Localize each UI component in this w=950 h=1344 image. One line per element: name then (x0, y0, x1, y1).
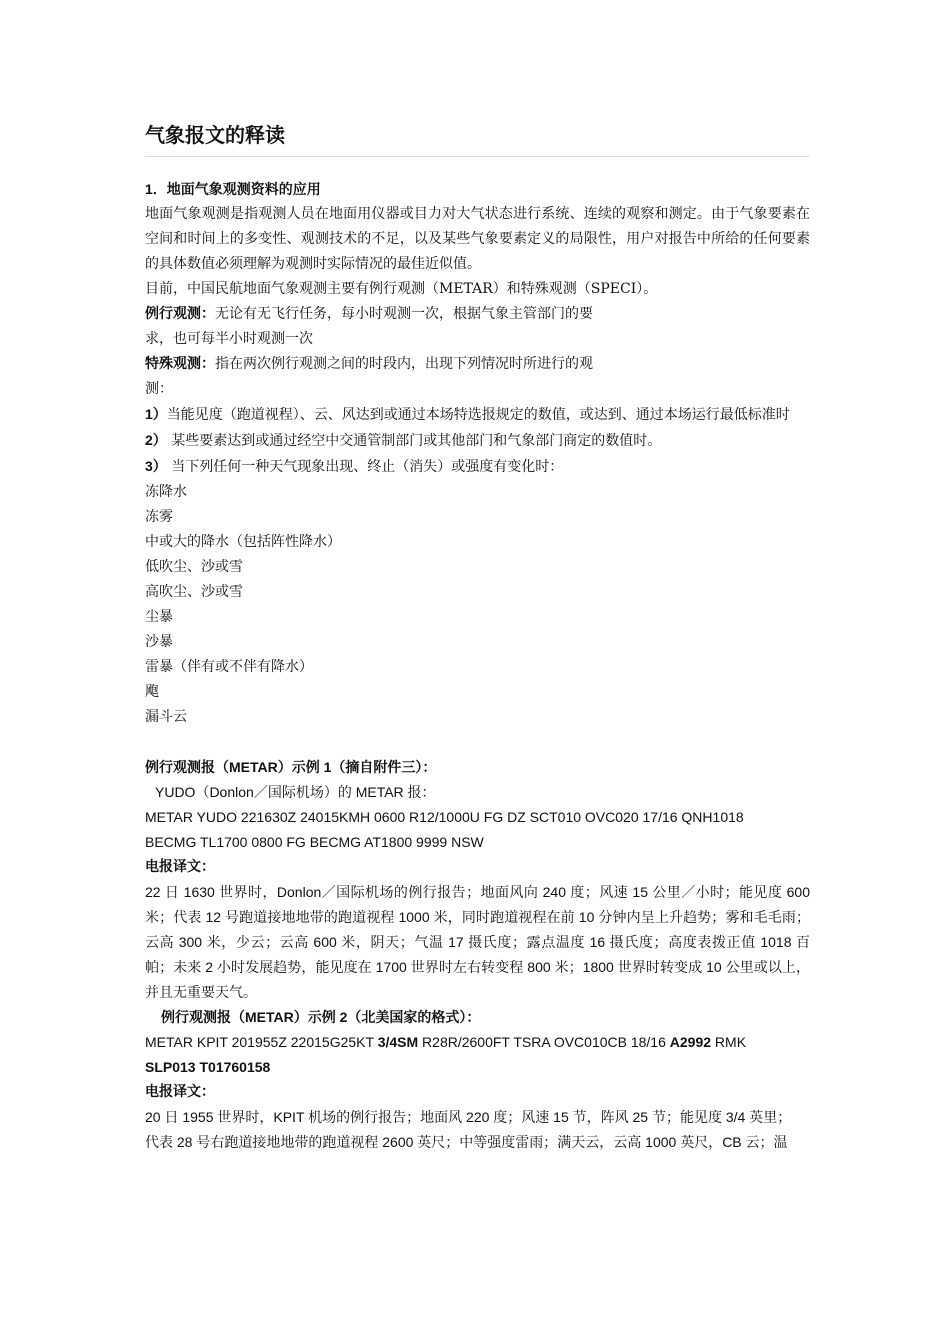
list-item-text: 某些要素达到或通过经空中交通管制部门或其他部门和气象部门商定的数值时。 (166, 433, 662, 449)
weather-phenomenon: 冻雾 (145, 509, 173, 525)
example-1-translation-label: 电报译文： (145, 859, 215, 875)
paragraph-observation-types: 目前，中国民航地面气象观测主要有例行观测（METAR）和特殊观测（SPECI）。 (145, 281, 658, 297)
code-segment: RMK (711, 1034, 747, 1050)
routine-observation-line-2: 求，也可每半小时观测一次 (145, 331, 313, 347)
page-title: 气象报文的释读 (145, 120, 810, 157)
example-2-translation-line-2: 代表 28 号右跑道接地地带的跑道视程 2600 英尺；中等强度雷雨；满天云，云高 1000 英尺，CB 云；温 (145, 1134, 788, 1150)
example-1-heading: 例行观测报（METAR）示例 1（摘自附件三）： (145, 759, 437, 775)
example-2-translation-line-1: 20 日 1955 世界时，KPIT 机场的例行报告；地面风 220 度；风速 15 节，阵风 25 节；能见度 3/4 英里； (145, 1109, 792, 1125)
list-item-number: 3） (145, 458, 167, 474)
example-1-code-line-2: BECMG TL1700 0800 FG BECMG AT1800 9999 NSW (145, 834, 484, 850)
example-1-intro: YUDO（Donlon／国际机场）的 METAR 报： (155, 784, 436, 800)
list-item-number: 2） (145, 432, 167, 448)
routine-observation-text: 无论有无飞行任务，每小时观测一次，根据气象主管部门的要 (215, 306, 593, 322)
list-item-text: 当下列任何一种天气现象出现、终止（消失）或强度有变化时： (166, 459, 564, 475)
example-1-translation: 22 日 1630 世界时，Donlon／国际机场的例行报告；地面风向 240 度；风速 15 公里／小时；能见度 600 米；代表 12 号跑道接地地带的跑道视程 1000 米，同时跑道视程在前 10 分钟内呈上升趋势；雾和毛毛雨；云高 300 米，少云；云高 600 米，阴天；气温 17 摄氏度；露点温度 16 摄氏度；高度表拨正值 1018 百帕；未来 2 小时发展趋势，能见度在 1700 世界时左右转变程 800 米；1800 世界时转变成 10 公里或以上，并且无重要天气。 (145, 884, 810, 1000)
special-observation-line-1 (145, 352, 810, 377)
code-segment: R28R/2600FT TSRA OVC010CB 18/16 (418, 1034, 670, 1050)
code-segment-visibility: 3/4SM (377, 1034, 419, 1050)
code-segment-altimeter: A2992 (669, 1034, 712, 1050)
routine-observation-line-1 (145, 302, 810, 327)
list-item-1 (145, 402, 810, 428)
spacer (145, 730, 810, 755)
example-2-code-line-2: SLP013 T01760158 (145, 1059, 271, 1075)
document-content (145, 120, 810, 1155)
example-2-translation-label: 电报译文： (145, 1084, 215, 1100)
weather-phenomenon: 沙暴 (145, 634, 173, 650)
weather-phenomenon: 漏斗云 (145, 709, 187, 725)
paragraph-intro: 地面气象观测是指观测人员在地面用仪器或目力对大气状态进行系统、连续的观察和测定。由于气象要素在空间和时间上的多变性、观测技术的不足，以及某些气象要素定义的局限性，用户对报告中所给的任何要素的具体数值必须理解为观测时实际情况的最佳近似值。 (145, 206, 810, 272)
routine-observation-label: 例行观测： (145, 306, 215, 322)
special-observation-label: 特殊观测： (145, 356, 215, 372)
example-2-heading: 例行观测报（METAR）示例 2（北美国家的格式）： (161, 1009, 481, 1025)
list-item-2 (145, 428, 810, 454)
special-observation-text: 指在两次例行观测之间的时段内，出现下列情况时所进行的观 (215, 356, 593, 372)
section-heading: 1．地面气象观测资料的应用 (145, 181, 321, 197)
code-segment: METAR KPIT 201955Z 22015G25KT (145, 1034, 378, 1050)
list-item-text: 当能见度（跑道视程）、云、风达到或通过本场特选报规定的数值，或达到、通过本场运行最低标准时 (166, 407, 790, 423)
weather-phenomenon: 雷暴（伴有或不伴有降水） (145, 659, 313, 675)
example-2-code-line-1 (145, 1030, 810, 1055)
weather-phenomenon: 飑 (145, 684, 159, 700)
special-observation-line-2: 测： (145, 381, 173, 397)
example-1-code-line-1: METAR YUDO 221630Z 24015KMH 0600 R12/1000U FG DZ SCT010 OVC020 17/16 QNH1018 (145, 809, 744, 825)
list-item-3 (145, 454, 810, 480)
weather-phenomenon: 中或大的降水（包括阵性降水） (145, 534, 341, 550)
weather-phenomenon: 高吹尘、沙或雪 (145, 584, 243, 600)
list-item-number: 1） (145, 406, 167, 422)
weather-phenomenon: 低吹尘、沙或雪 (145, 559, 243, 575)
weather-phenomenon: 尘暴 (145, 609, 173, 625)
weather-phenomenon: 冻降水 (145, 484, 187, 500)
